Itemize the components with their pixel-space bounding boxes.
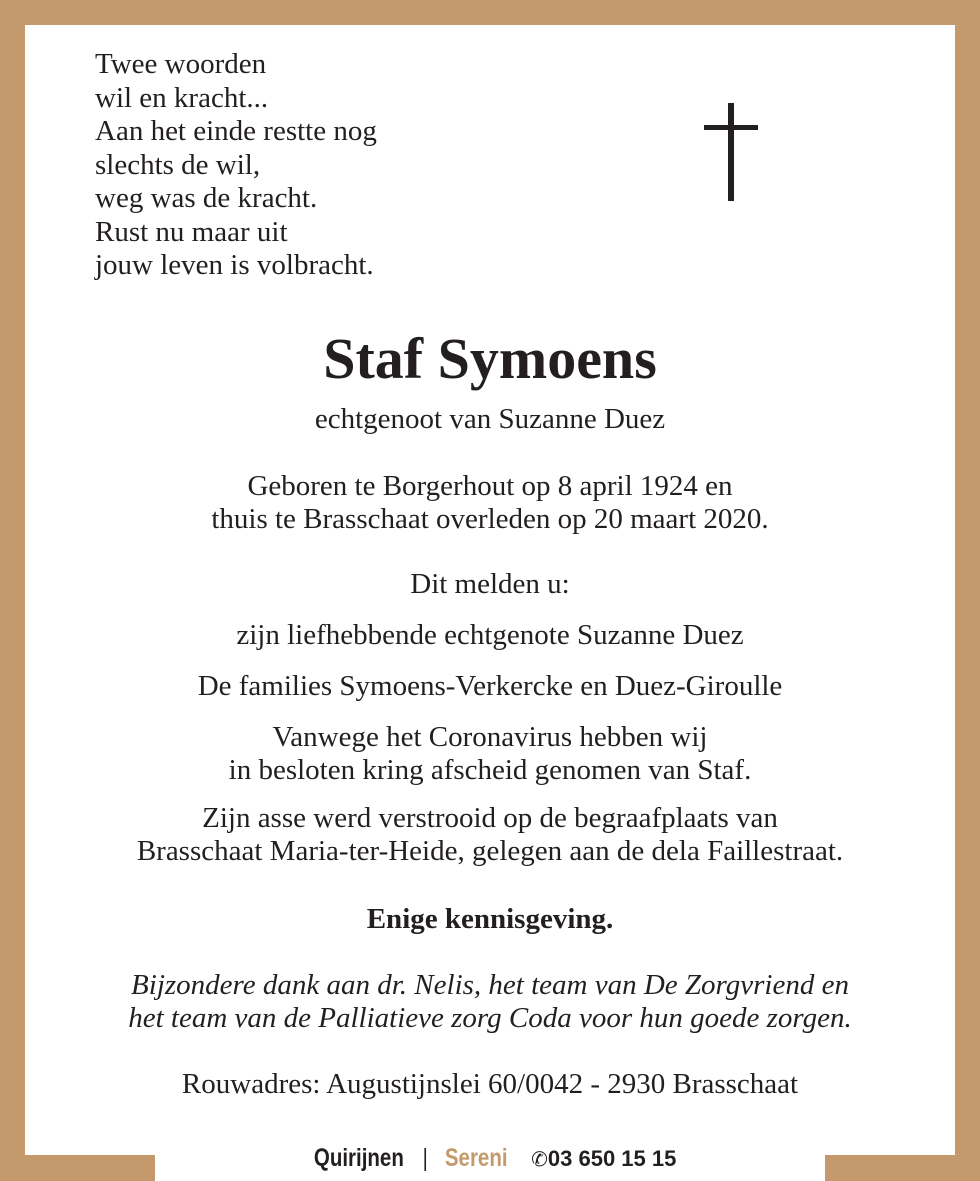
ashes-line: Brasschaat Maria-ter-Heide, gelegen aan de dela Faillestraat. xyxy=(136,835,844,867)
poem-line: weg was de kracht. xyxy=(95,182,318,214)
brand-separator: | xyxy=(422,1144,429,1172)
frame-right xyxy=(955,0,980,1181)
poem-line: wil en kracht... xyxy=(95,81,269,114)
phone-icon: ✆ xyxy=(531,1147,548,1171)
announcement: Dit melden u: xyxy=(410,568,570,600)
corona-line: Vanwege het Coronavirus hebben wij xyxy=(272,721,708,753)
brand-quirijnen: Quirijnen xyxy=(313,1144,404,1172)
corona-line: in besloten kring afscheid genomen van Staf. xyxy=(228,754,752,786)
phone-text: 03 650 15 15 xyxy=(547,1146,677,1171)
thanks-note xyxy=(25,969,955,1035)
ashes-note xyxy=(25,802,955,868)
ashes-line: Zijn asse werd verstrooid op de begraafplaats van xyxy=(202,802,778,834)
frame-top xyxy=(0,0,980,25)
spouse-line: echtgenoot van Suzanne Duez xyxy=(314,403,666,435)
poem-line: Aan het einde restte nog xyxy=(95,115,377,147)
birth-line: Geboren te Borgerhout op 8 april 1924 en xyxy=(247,470,733,502)
poem xyxy=(95,48,377,283)
frame-left xyxy=(0,0,25,1181)
phone-number xyxy=(531,1142,676,1176)
deceased-name: Staf Symoens xyxy=(323,326,657,391)
footer-funeral-home xyxy=(155,1141,825,1176)
corona-note xyxy=(25,721,955,787)
thanks-line: Bijzondere dank aan dr. Nelis, het team van De Zorgvriend en xyxy=(131,969,849,1001)
thanks-line: het team van de Palliatieve zorg Coda voor hun goede zorgen. xyxy=(128,1002,852,1034)
birth-death-text xyxy=(25,470,955,536)
poem-line: Twee woorden xyxy=(95,48,267,80)
frame-bottom-right xyxy=(825,1155,980,1181)
frame-bottom-left xyxy=(0,1155,155,1181)
poem-line: Rust nu maar uit xyxy=(95,215,288,248)
mourning-address: Rouwadres: Augustijnslei 60/0042 - 2930 Brasschaat xyxy=(181,1068,799,1100)
relative-wife: zijn liefhebbende echtgenote Suzanne Duez xyxy=(236,619,744,651)
death-line: thuis te Brasschaat overleden op 20 maart 2020. xyxy=(211,503,769,535)
notice: Enige kennisgeving. xyxy=(366,903,614,935)
poem-line: jouw leven is volbracht. xyxy=(95,249,374,281)
brand-sereni: Sereni xyxy=(444,1144,508,1172)
cross-icon xyxy=(704,103,758,201)
poem-line: slechts de wil, xyxy=(95,148,261,181)
relative-families: De families Symoens-Verkercke en Duez-Giroulle xyxy=(197,670,783,702)
